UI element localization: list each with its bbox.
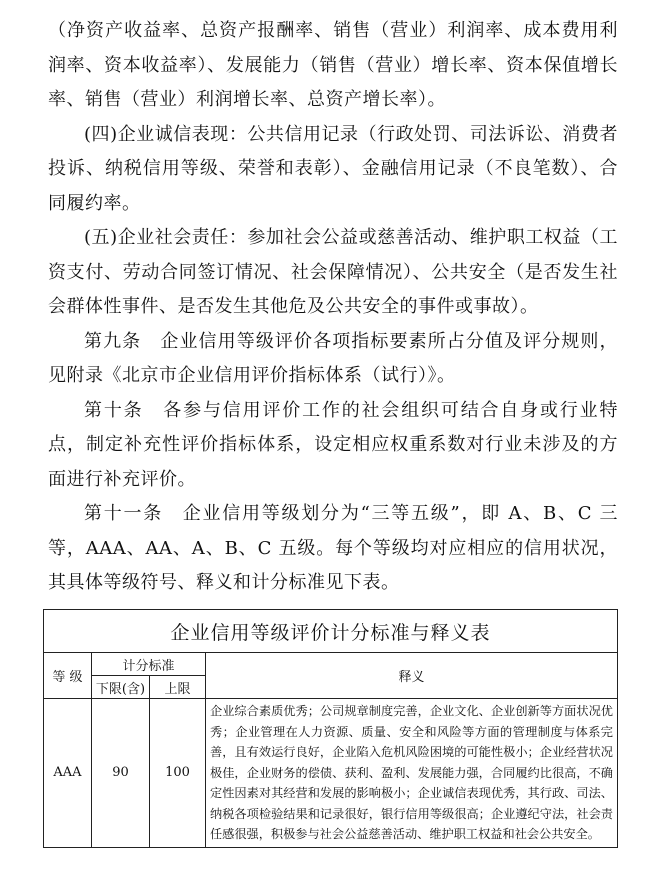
header-score-standard: 计分标准 [92,653,206,676]
paragraph-4: 第九条 企业信用等级评价各项指标要素所占分值及评分规则，见附录《北京市企业信用评价指标体系（试行）》。 [48,330,618,386]
row-upper: 100 [150,699,206,848]
header-grade: 等 级 [44,653,92,699]
table-title: 企业信用等级评价计分标准与释义表 [44,610,618,653]
table-row [44,699,618,848]
paragraph-2: (四)企业诚信表现：公共信用记录（行政处罚、司法诉讼、消费者投诉、纳税信用等级、荣誉和表彰）、金融信用记录（不良笔数）、合同履约率。 [48,123,618,214]
paragraph-5: 第十条 各参与信用评价工作的社会组织可结合自身或行业特点，制定补充性评价指标体系，设定相应权重系数对行业未涉及的方面进行补充评价。 [48,399,618,490]
row-lower: 90 [92,699,150,848]
header-lower: 下限(含) [92,676,150,699]
paragraph-1: （净资产收益率、总资产报酬率、销售（营业）利润率、成本费用利润率、资本收益率）、发展能力（销售（营业）增长率、资本保值增长率、销售（营业）利润增长率、总资产增长率）。 [48,20,618,110]
paragraph-6: 第十一条 企业信用等级划分为“三等五级”，即 A、B、C 三等，AAA、AA、A、B、C 五级。每个等级均对应相应的信用状况，其具体等级符号、释义和计分标准见下表。 [48,503,618,593]
header-meaning: 释义 [206,653,618,699]
credit-grade-table [43,609,618,848]
document-body [48,0,618,601]
row-grade: AAA [44,699,92,848]
header-upper: 上限 [150,676,206,699]
row-meaning: 企业综合素质优秀；公司规章制度完善，企业文化、企业创新等方面状况优秀；企业管理在人力资源、质量、安全和风险等方面的管理制度与体系完善，且有效运行良好，企业陷入危机风险困境的可能性极小；企业经营状况极佳，企业财务的偿债、获利、盈利、发展能力强，合同履约比很高，不确定性因素对其经营和发展的影响极小；企业诚信表现优秀，其行政、司法、纳税各项检验结果和记录很好，银行信用等级很高；企业遵纪守法，社会责任感很强，积极参与社会公益慈善活动、维护职工权益和社会公共安全。 [206,699,618,848]
paragraph-3: (五)企业社会责任：参加社会公益或慈善活动、维护职工权益（工资支付、劳动合同签订情况、社会保障情况）、公共安全（是否发生社会群体性事件、是否发生其他危及公共安全的事件或事故）。 [48,227,618,317]
